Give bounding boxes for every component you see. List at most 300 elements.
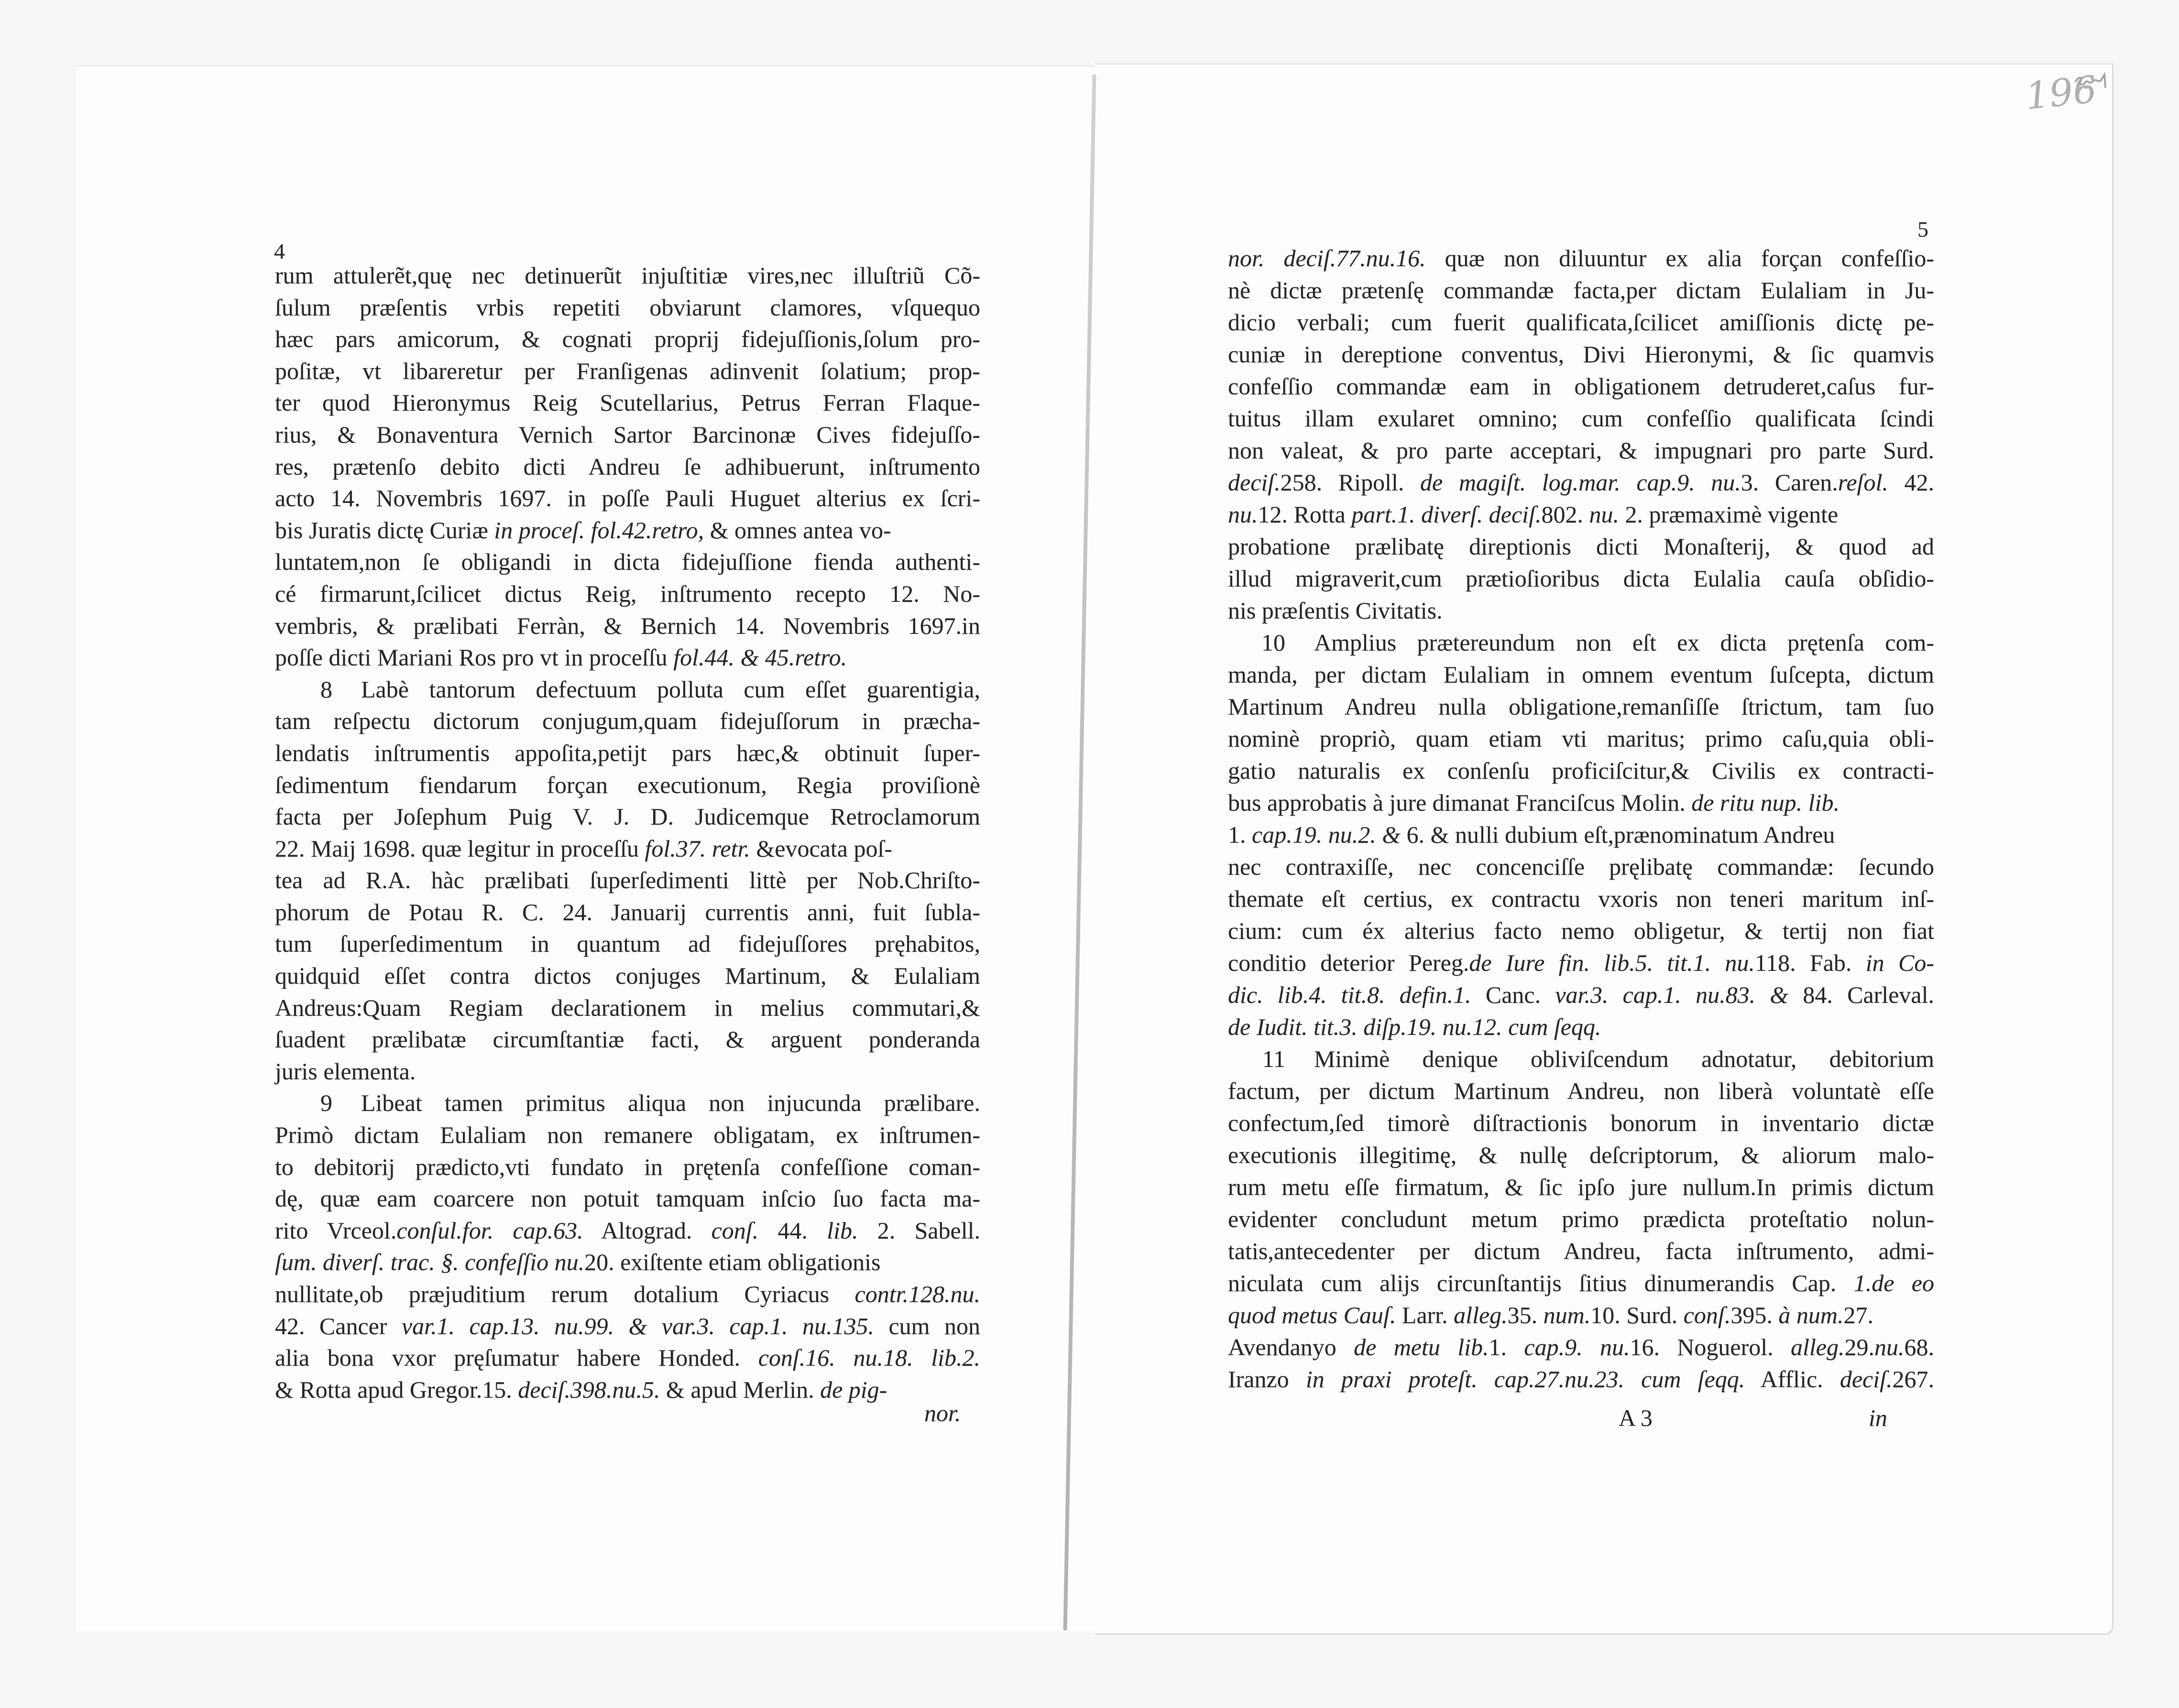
italic-citation: deciſ.398.nu.5.: [518, 1376, 660, 1403]
text-line: [275, 323, 980, 355]
roman-text: dę, quæ eam coarcere non potuit tamquam inſcio ſuo facta ma-: [275, 1185, 980, 1212]
line-text: [275, 705, 980, 737]
paragraph-number: 9: [320, 1089, 332, 1117]
italic-citation: nu.: [1589, 501, 1619, 528]
line-runs: [1228, 1238, 1934, 1264]
roman-text: 84. Carleval.: [1788, 981, 1934, 1008]
roman-text: Canc.: [1471, 981, 1555, 1008]
text-line: [1228, 851, 1934, 883]
page-number-left: 4: [274, 239, 285, 263]
line-text: [275, 1215, 980, 1247]
italic-citation: reſol.: [1838, 469, 1888, 496]
italic-citation: fol.44. & 45.retro.: [673, 644, 847, 671]
line-text: [275, 546, 980, 578]
text-line: [275, 1342, 980, 1374]
line-runs: [275, 1344, 980, 1371]
roman-text: tam reſpectu dictorum conjugum,quam fidejuſſorum in præcha-: [275, 707, 980, 735]
roman-text: Andreus:Quam Regiam declarationem in melius commutari,&: [275, 994, 980, 1021]
italic-citation: var.1. cap.13. nu.99. & var.3. cap.1. nu.135.: [401, 1312, 875, 1339]
line-runs: [1228, 661, 1934, 688]
signature-mark: A 3: [1619, 1404, 1653, 1431]
right-page-text: [1228, 242, 1934, 1395]
line-text: [1228, 659, 1934, 691]
line-text: [1228, 370, 1934, 403]
line-text: [1228, 1011, 1934, 1043]
italic-citation: de pig-: [820, 1376, 887, 1403]
text-line: [275, 260, 980, 292]
italic-citation: conſ.: [711, 1217, 759, 1244]
line-runs: [275, 1246, 880, 1278]
line-text: [275, 801, 980, 833]
roman-text: 395.: [1730, 1302, 1779, 1328]
text-line: [275, 1278, 980, 1310]
line-text: [1228, 915, 1934, 947]
roman-text: Martinum Andreu nulla obligatione,remanſiſſe ſtrictum, tam ſuo: [1228, 693, 1934, 720]
roman-text: tuitus illam exularet omnino; cum confeſſio qualificata ſcindi: [1228, 405, 1934, 432]
italic-citation: alleg.: [1454, 1302, 1508, 1328]
line-text: [1228, 819, 1934, 851]
italic-citation: alleg.: [1791, 1334, 1845, 1360]
line-runs: [275, 1058, 416, 1085]
line-runs: [275, 514, 891, 546]
text-line: [275, 1055, 980, 1088]
text-line: [1228, 435, 1934, 467]
text-line: [275, 387, 980, 419]
line-runs: [1228, 1174, 1934, 1200]
line-runs: [1228, 533, 1934, 560]
line-text: [1228, 306, 1934, 338]
italic-citation: fol.37. retr.: [645, 835, 750, 862]
text-line: [275, 419, 980, 451]
italic-citation: de Iure fin. lib.5. tit.1. nu.: [1469, 949, 1755, 976]
line-text: [1228, 723, 1934, 755]
text-line: [1228, 1363, 1934, 1395]
paragraph-number: 8: [320, 675, 332, 703]
roman-text: gatio naturalis ex conſenſu proficiſcitur,& Civilis ex contracti-: [1228, 757, 1934, 784]
roman-text: rum attulerẽt,quę nec detinuerũt injuſtitiæ vires,nec illuſtriũ Cõ-: [275, 262, 980, 289]
page-number-right: 5: [1917, 217, 1928, 241]
italic-citation: conſ.16. nu.18. lib.2.: [758, 1344, 980, 1371]
roman-text: 2. Sabell.: [858, 1217, 980, 1244]
line-text: [275, 642, 980, 674]
text-line: [1228, 467, 1934, 499]
roman-text: juris elementa.: [275, 1057, 416, 1085]
line-text: [275, 419, 980, 451]
line-runs: [1314, 629, 1934, 656]
text-line: [1228, 1139, 1934, 1171]
roman-text: alia bona vxor pręſumatur habere Honded.: [275, 1344, 758, 1371]
text-line: [1228, 691, 1934, 723]
handwritten-folio-annotation: 196: [2023, 68, 2099, 119]
line-text: [1228, 755, 1934, 787]
italic-citation: de Iudit. tit.3. diſp.19. nu.12. cum ſeqq.: [1228, 1013, 1601, 1040]
roman-text: quæ non diluuntur ex alia forçan confeſſio-: [1425, 245, 1934, 272]
roman-text: tatis,antecedenter per dictum Andreu, facta inſtrumento, admi-: [1228, 1238, 1934, 1264]
text-line: [275, 578, 980, 610]
text-line: [275, 992, 980, 1024]
line-runs: [275, 580, 980, 607]
roman-text: ſuadent prælibatæ circumſtantiæ facti, & arguent ponderanda: [275, 1026, 980, 1053]
text-line: [1228, 242, 1934, 274]
line-text: [275, 514, 980, 546]
text-line: [1228, 659, 1934, 691]
line-runs: [1228, 1270, 1934, 1296]
paragraph-first-line: [1228, 1043, 1934, 1075]
italic-citation: nu.: [1228, 501, 1258, 528]
text-line: [275, 514, 980, 546]
italic-citation: de metu lib.: [1354, 1334, 1489, 1360]
roman-text: 42.: [1888, 469, 1934, 496]
italic-citation: de magiſt. log.mar. cap.9. nu.: [1420, 469, 1741, 496]
text-line: [275, 642, 980, 674]
line-runs: [1228, 341, 1934, 368]
line-runs: [1228, 1013, 1601, 1040]
line-runs: [1228, 757, 1934, 784]
line-runs: [1228, 1206, 1934, 1232]
roman-text: 12. Rotta: [1258, 501, 1352, 528]
roman-text: niculata cum alijs circunſtantijs ſitius dinumerandis Cap.: [1228, 1270, 1854, 1296]
roman-text: 118. Fab.: [1754, 949, 1866, 976]
line-runs: [275, 485, 980, 511]
italic-citation: dic. lib.4. tit.8. defin.1.: [1228, 981, 1471, 1008]
roman-text: rius, & Bonaventura Vernich Sartor Barcinonæ Cives fidejuſſo-: [275, 421, 980, 448]
line-text: [1314, 627, 1934, 659]
line-text: [275, 928, 980, 960]
paragraph-first-line: [275, 1087, 980, 1119]
roman-text: &evocata poſ-: [750, 835, 893, 862]
roman-text: quidquid eſſet contra dictos conjuges Martinum, & Eulaliam: [275, 962, 980, 990]
roman-text: nec contraxiſſe, nec concenciſſe pręlibatę commandæ: ſecundo: [1228, 853, 1934, 880]
text-line: [275, 705, 980, 737]
text-line: [1228, 595, 1934, 627]
text-line: [1228, 979, 1934, 1011]
line-text: [275, 355, 980, 387]
line-text: [275, 323, 980, 355]
text-line: [1228, 1299, 1934, 1331]
line-runs: [1228, 437, 1934, 464]
line-runs: [1228, 949, 1934, 976]
left-page-text: [275, 260, 980, 1405]
italic-citation: 1.de eo: [1853, 1270, 1934, 1296]
line-text: [1228, 883, 1934, 915]
line-runs: [1228, 405, 1934, 432]
line-runs: [1228, 1366, 1934, 1393]
paragraph-number: 10: [1261, 629, 1285, 656]
roman-text: nullitate,ob præjuditium rerum dotalium Cyriacus: [275, 1281, 855, 1307]
line-text: [1228, 595, 1934, 627]
line-text: [275, 1374, 980, 1406]
roman-text: 44.: [758, 1217, 827, 1244]
line-text: [275, 1183, 980, 1215]
line-text: [1228, 1331, 1934, 1363]
roman-text: factum, per dictum Martinum Andreu, non liberà voluntatè eſſe: [1228, 1077, 1934, 1104]
text-line: [1228, 370, 1934, 403]
roman-text: tum ſuperſedimentum in quantum ad fidejuſſores pręhabitos,: [275, 930, 980, 957]
line-runs: [275, 867, 980, 893]
line-text: [1228, 979, 1934, 1011]
text-line: [275, 1119, 980, 1151]
line-runs: [275, 1217, 980, 1244]
text-line: [1228, 306, 1934, 338]
line-text: [1228, 1075, 1934, 1107]
text-line: [275, 451, 980, 483]
line-runs: [275, 358, 980, 384]
line-text: [275, 864, 980, 896]
line-runs: [1228, 499, 1838, 531]
roman-text: non valeat, & pro parte acceptari, & impugnari pro parte Surd.: [1228, 437, 1934, 464]
line-text: [275, 1151, 980, 1183]
line-text: [275, 1342, 980, 1374]
roman-text: 10. Surd.: [1590, 1302, 1684, 1328]
line-runs: [275, 707, 980, 734]
roman-text: Altograd.: [583, 1217, 712, 1244]
line-text: [361, 1087, 980, 1119]
line-text: [1228, 1363, 1934, 1395]
roman-text: 1.: [1489, 1334, 1524, 1360]
line-text: [1228, 851, 1934, 883]
roman-text: 68.: [1904, 1334, 1934, 1360]
line-text: [1314, 1043, 1934, 1075]
roman-text: 16. Noguerol.: [1630, 1334, 1791, 1360]
roman-text: Minimè denique obliviſcendum adnotatur, debitorium: [1314, 1045, 1934, 1072]
roman-text: Libeat tamen primitus aliqua non injucunda prælibare.: [361, 1089, 980, 1117]
text-line: [275, 864, 980, 896]
text-line: [1228, 274, 1934, 306]
line-text: [1228, 691, 1934, 723]
roman-text: 20. exiſtente etiam obligationis: [584, 1249, 881, 1276]
roman-text: & omnes antea vo-: [704, 516, 891, 544]
text-line: [275, 1183, 980, 1215]
line-runs: [361, 1089, 980, 1116]
roman-text: Larr.: [1396, 1302, 1454, 1328]
text-line: [1228, 1267, 1934, 1299]
roman-text: Afflic.: [1745, 1366, 1840, 1393]
line-text: [275, 610, 980, 642]
line-runs: [1228, 373, 1934, 400]
roman-text: 22. Maij 1698. quæ legitur in proceſſu: [275, 835, 645, 862]
line-text: [1228, 467, 1934, 499]
text-line: [1228, 338, 1934, 370]
line-runs: [275, 326, 980, 352]
line-runs: [361, 676, 980, 703]
line-runs: [1228, 469, 1934, 496]
roman-text: cuniæ in dereptione conventus, Divi Hieronymi, & ſic quamvis: [1228, 341, 1934, 368]
line-runs: [275, 644, 847, 671]
roman-text: 1.: [1228, 821, 1252, 848]
roman-text: cé firmarunt,ſcilicet dictus Reig, inſtrumento recepto 12. No-: [275, 580, 980, 607]
line-runs: [1228, 1142, 1934, 1168]
line-text: [275, 1023, 980, 1055]
text-line: [275, 737, 980, 769]
text-line: [275, 546, 980, 578]
handwritten-squiggle-icon: [2073, 71, 2109, 94]
italic-citation: in proceſ. fol.42.retro,: [494, 516, 704, 544]
line-runs: [1228, 917, 1934, 944]
roman-text: 267.: [1892, 1366, 1934, 1393]
roman-text: rum metu eſſe firmatum, & ſic ipſo jure nullum.In primis dictum: [1228, 1174, 1934, 1200]
text-line: [275, 1246, 980, 1278]
italic-citation: cap.19. nu.2. &: [1251, 821, 1401, 848]
line-text: [1228, 531, 1934, 563]
line-text: [1228, 1299, 1934, 1331]
text-line: [1228, 723, 1934, 755]
text-line: [1228, 1075, 1934, 1107]
roman-text: nis præſentis Civitatis.: [1228, 597, 1443, 624]
italic-citation: nor. deciſ.77.nu.16.: [1228, 245, 1426, 272]
line-text: [275, 451, 980, 483]
text-line: [275, 610, 980, 642]
line-runs: [1228, 693, 1934, 720]
roman-text: 258. Ripoll.: [1280, 469, 1421, 496]
text-line: [275, 1310, 980, 1342]
text-line: [1228, 531, 1934, 563]
roman-text: executionis illegitimę, & nullę deſcriptorum, & aliorum malo-: [1228, 1142, 1934, 1168]
text-line: [275, 960, 980, 992]
italic-citation: conſ.: [1683, 1302, 1731, 1328]
line-text: [275, 1278, 980, 1310]
line-runs: [275, 899, 980, 925]
text-line: [275, 482, 980, 514]
catchword-right: in: [1869, 1404, 1887, 1431]
italic-citation: nu.: [1874, 1334, 1905, 1360]
line-text: [1228, 1107, 1934, 1139]
roman-text: 6. & nulli dubium eſt,prænominatum Andreu: [1401, 821, 1835, 848]
paragraph-number: 11: [1262, 1045, 1285, 1072]
roman-text: dicio verbali; cum fuerit qualificata,ſcilicet amiſſionis dictę pe-: [1228, 309, 1934, 336]
roman-text: tea ad R.A. hàc prælibati ſuperſedimenti littè per Nob.Chriſto-: [275, 867, 980, 894]
line-text: [275, 737, 980, 769]
line-text: [1228, 403, 1934, 435]
roman-text: acto 14. Novembris 1697. in poſſe Pauli Huguet alterius ex ſcri-: [275, 485, 980, 512]
roman-text: vembris, & prælibati Ferràn, & Bernich 14. Novembris 1697.in: [275, 612, 980, 639]
line-text: [275, 1119, 980, 1151]
roman-text: phorum de Potau R. C. 24. Januarij currentis anni, fuit ſubla-: [275, 898, 980, 925]
line-runs: [1228, 787, 1840, 819]
italic-citation: lib.: [827, 1217, 858, 1244]
line-runs: [275, 994, 980, 1021]
line-runs: [1228, 277, 1934, 304]
text-line: [1228, 563, 1934, 595]
roman-text: ſulum præſentis vrbis repetiti obviarunt clamores, vſquequo: [275, 294, 980, 321]
line-runs: [275, 1185, 980, 1212]
italic-citation: ſum. diverſ. trac. §. confeſſio nu.: [275, 1249, 585, 1276]
roman-text: 42. Cancer: [275, 1312, 402, 1339]
text-line: [275, 896, 980, 928]
line-runs: [1228, 309, 1934, 336]
line-text: [275, 578, 980, 610]
line-text: [1228, 563, 1934, 595]
roman-text: evidenter concludunt metum primo prædicta proteſtatio nolun-: [1228, 1206, 1934, 1232]
line-runs: [1228, 1334, 1934, 1360]
italic-citation: in Co-: [1865, 949, 1934, 976]
italic-citation: var.3. cap.1. nu.83. &: [1555, 981, 1789, 1008]
roman-text: Avendanyo: [1228, 1334, 1354, 1360]
roman-text: conditio deterior Pereg.: [1228, 949, 1469, 976]
roman-text: ter quod Hieronymus Reig Scutellarius, Petrus Ferran Flaque-: [275, 389, 980, 416]
text-line: [1228, 1171, 1934, 1203]
roman-text: res, prætenſo debito dicti Andreu ſe adhibuerunt, inſtrumento: [275, 453, 980, 480]
line-runs: [1228, 245, 1934, 272]
text-line: [1228, 1203, 1934, 1235]
text-line: [275, 1151, 980, 1183]
roman-text: poſſe dicti Mariani Ros pro vt in proceſſu: [275, 644, 674, 671]
line-text: [1228, 274, 1934, 306]
text-line: [275, 801, 980, 833]
roman-text: lendatis inſtrumentis appoſita,petijt pars hæc,& obtinuit ſuper-: [275, 739, 980, 766]
text-line: [1228, 883, 1934, 915]
roman-text: facta per Joſephum Puig V. J. D. Judicemque Retroclamorum: [275, 803, 980, 830]
text-line: [275, 292, 980, 324]
line-runs: [275, 962, 980, 989]
line-text: [275, 1246, 980, 1278]
line-text: [275, 769, 980, 801]
line-text: [1228, 947, 1934, 979]
line-text: [1228, 1235, 1934, 1267]
line-text: [1228, 435, 1934, 467]
line-text: [275, 1310, 980, 1342]
roman-text: 2. præmaximè vigente: [1619, 501, 1839, 528]
roman-text: 35.: [1507, 1302, 1544, 1328]
italic-citation: à num.: [1778, 1302, 1844, 1328]
italic-citation: in praxi proteſt. cap.27.nu.23. cum ſeqq.: [1305, 1366, 1745, 1393]
text-line: [1228, 1107, 1934, 1139]
line-runs: [275, 262, 980, 289]
line-runs: [275, 1374, 887, 1406]
line-text: [275, 960, 980, 992]
line-text: [361, 674, 980, 706]
text-line: [1228, 1235, 1934, 1267]
paragraph-first-line: [275, 674, 980, 706]
line-text: [1228, 499, 1934, 531]
roman-text: probatione prælibatę direptionis dicti Monaſterij, & quod ad: [1228, 533, 1934, 560]
line-text: [1228, 338, 1934, 370]
roman-text: ſedimentum fiendarum forçan executionum, Regia proviſionè: [275, 771, 980, 798]
text-line: [1228, 947, 1934, 979]
text-line: [275, 1023, 980, 1055]
line-runs: [275, 389, 980, 416]
line-text: [1228, 1171, 1934, 1203]
roman-text: bis Juratis dictę Curiæ: [275, 516, 494, 544]
roman-text: 802.: [1541, 501, 1589, 528]
text-line: [1228, 403, 1934, 435]
line-runs: [1228, 597, 1443, 624]
roman-text: 29.: [1844, 1334, 1874, 1360]
line-runs: [275, 833, 892, 865]
line-text: [275, 292, 980, 324]
line-runs: [275, 421, 980, 448]
line-text: [1228, 242, 1934, 274]
line-text: [1228, 1267, 1934, 1299]
roman-text: cium: cum éx alterius facto nemo obligetur, & tertij non fiat: [1228, 917, 1934, 944]
text-line: [275, 833, 980, 865]
italic-citation: num.: [1543, 1302, 1591, 1328]
italic-citation: part.1. diverſ. deciſ.: [1351, 501, 1542, 528]
roman-text: luntatem,non ſe obligandi in dicta fidejuſſione fienda authenti-: [275, 548, 980, 576]
line-runs: [275, 453, 980, 480]
roman-text: Primò dictam Eulaliam non remanere obligatam, ex inſtrumen-: [275, 1121, 980, 1149]
line-runs: [275, 1121, 980, 1148]
line-text: [275, 482, 980, 514]
italic-citation: deciſ.: [1840, 1366, 1893, 1393]
line-runs: [1228, 819, 1835, 851]
text-line: [275, 928, 980, 960]
line-text: [275, 387, 980, 419]
line-runs: [1314, 1045, 1934, 1072]
italic-citation: cap.9. nu.: [1524, 1334, 1630, 1360]
line-runs: [275, 548, 980, 575]
roman-text: illud migraverit,cum prætioſioribus dicta Eulalia cauſa obſidio-: [1228, 565, 1934, 592]
roman-text: cum non: [874, 1312, 980, 1339]
